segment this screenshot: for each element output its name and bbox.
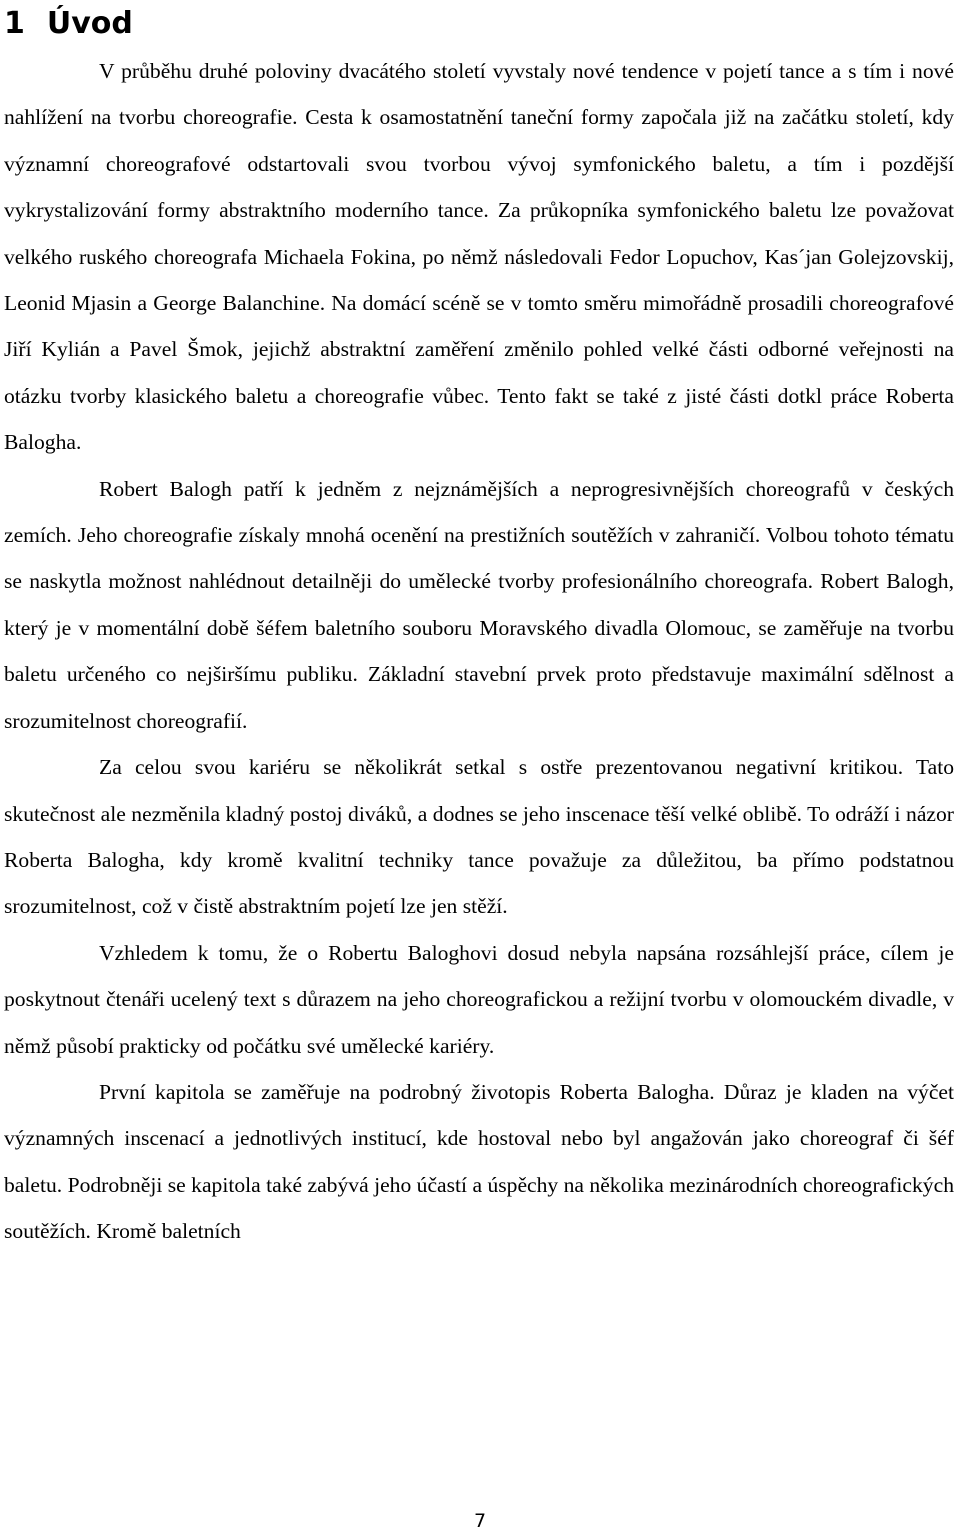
paragraph: Robert Balogh patří k jedněm z nejznámějších a neprogresivnějších choreografů v českých zemích. Jeho choreografie získaly mnohá ocenění na prestižních soutěžích v zahraničí. Volbou tohoto tématu se naskytla možnost nahlédnout detailněji do umělecké tvorby profesionálního choreografa. Robert Balogh, který je v momentální době šéfem baletního souboru Moravského divadla Olomouc, se zaměřuje na tvorbu baletu určeného co nejširšímu publiku. Základní stavební prvek proto představuje maximální sdělnost a srozumitelnost choreografií. <box>4 476 954 733</box>
paragraph: Za celou svou kariéru se několikrát setkal s ostře prezentovanou negativní kritikou. Tato skutečnost ale nezměnila kladný postoj diváků, a dodnes se jeho inscenace těší velké oblibě. To odráží i názor Roberta Balogha, kdy kromě kvalitní techniky tance považuje za důležitou, ba přímo podstatnou srozumitelnost, což v čistě abstraktním pojetí lze jen stěží. <box>4 755 954 919</box>
chapter-body <box>4 48 954 1255</box>
paragraph: První kapitola se zaměřuje na podrobný životopis Roberta Balogha. Důraz je kladen na výčet významných inscenací a jednotlivých institucí, kde hostoval nebo byl angažován jako choreograf či šéf baletu. Podrobněji se kapitola také zabývá jeho účastí a úspěchy na několika mezinárodních choreografických soutěžích. Kromě baletních <box>4 1079 954 1244</box>
paragraph: V průběhu druhé poloviny dvacátého století vyvstaly nové tendence v pojetí tance a s tím i nové nahlížení na tvorbu choreografie. Cesta k osamostatnění taneční formy započala již na začátku století, kdy významní choreografové odstartovali svou tvorbou vývoj symfonického baletu, a tím i pozdější vykrystalizování formy abstraktního moderního tance. Za průkopníka symfonického baletu lze považovat velkého ruského choreografa Michaela Fokina, po němž následovali Fedor Lopuchov, Kas´jan Golejzovskij, Leonid Mjasin a George Balanchine. Na domácí scéně se v tomto směru mimořádně prosadili choreografové Jiří Kylián a Pavel Šmok, jejichž abstraktní zaměření změnilo pohled velké části odborné veřejnosti na otázku tvorby klasického baletu a choreografie vůbec. Tento fakt se také z jisté části dotkl práce Roberta Balogha. <box>4 59 954 455</box>
paragraph: Vzhledem k tomu, že o Robertu Baloghovi dosud nebyla napsána rozsáhlejší práce, cílem je poskytnout čtenáři ucelený text s důrazem na jeho choreografickou a režijní tvorbu v olomouckém divadle, v němž působí prakticky od počátku své umělecké kariéry. <box>4 940 954 1058</box>
page-number: 7 <box>473 1510 487 1532</box>
chapter-title: Úvod <box>46 6 133 41</box>
chapter-number: 1 <box>4 6 25 41</box>
chapter-heading <box>4 2 133 46</box>
